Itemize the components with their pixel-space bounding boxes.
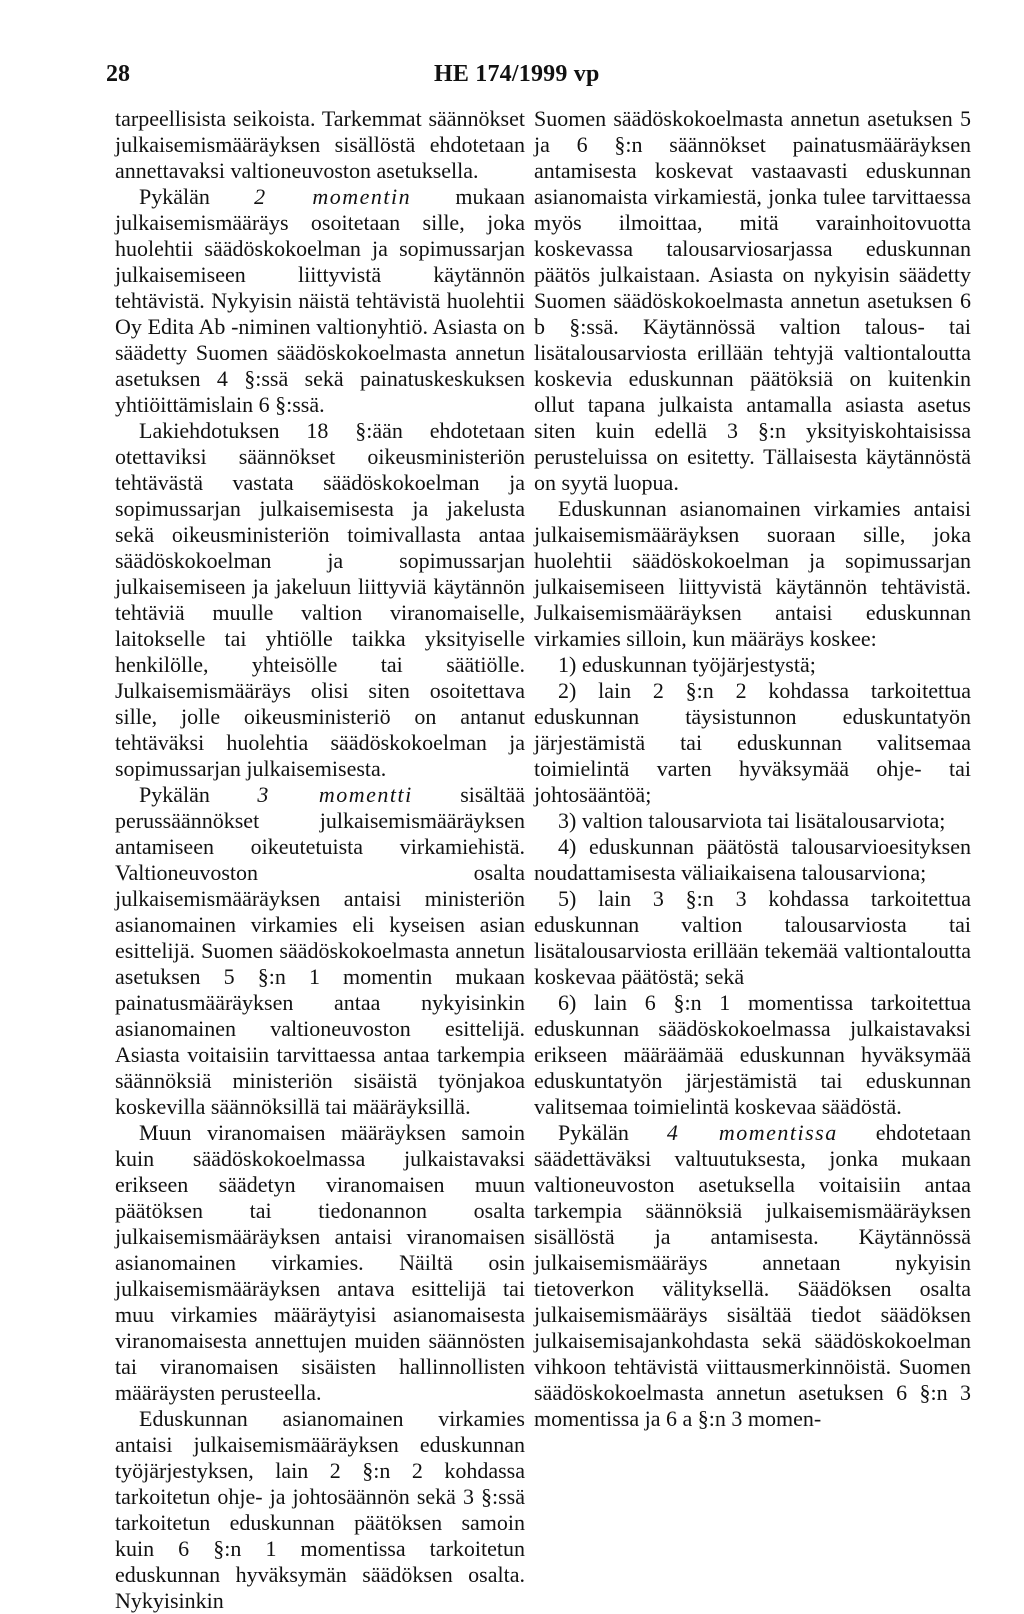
paragraph	[115, 184, 525, 418]
list-item: 5) lain 3 §:n 3 kohdassa tarkoitettua eduskunnan valtion talousarviosta tai lisätalousarviosta erillään tekemää valtiontaloutta koskevaa päätöstä; sekä	[534, 886, 971, 989]
paragraph-text: Pykälän	[139, 782, 258, 807]
paragraph-text: sisältää perussäännökset julkaisemismääräyksen antamiseen oikeutetuista virkamiehistä. Valtioneuvoston osalta julkaisemismääräyksen antaisi ministeriön asianomainen virkamies eli kyseisen asian esittelijä. Suomen säädöskokoelmasta annetun asetuksen 5 §:n 1 momentin mukaan painatusmääräyksen antaa nykyisinkin asianomainen valtioneuvoston esittelijä. Asiasta voitaisiin tarvittaessa antaa tarkempia säännöksiä ministeriön sisäistä työnjakoa koskevilla säännöksillä tai määräyksillä.	[115, 782, 525, 1119]
emphasis-text: 4 momentissa	[666, 1120, 838, 1145]
paragraph: Muun viranomaisen määräyksen samoin kuin säädöskokoelmassa julkaistavaksi erikseen säädetyn viranomaisen muun päätöksen tai tiedonannon osalta julkaisemismääräyksen antaisi viranomaisen asianomainen virkamies. Näiltä osin julkaisemismääräyksen antava esittelijä tai muu virkamies määräytyisi asianomaisesta viranomaisesta annettujen muiden säännösten tai viranomaisen sisäisten hallinnollisten määräysten perusteella.	[115, 1120, 525, 1405]
emphasis-text: 2 momentin	[254, 184, 412, 209]
paragraph: Suomen säädöskokoelmasta annetun asetuksen 5 ja 6 §:n säännökset painatusmääräyksen antamisesta koskevat vastaavasti eduskunnan asianomaista virkamiestä, jonka tulee tarvittaessa myös ilmoittaa, mitä varainhoitovuotta koskevassa talousarviosarjassa eduskunnan päätös julkaistaan. Asiasta on nykyisin säädetty Suomen säädöskokoelmasta annetun asetuksen 6 b §:ssä. Käytännössä valtion talous- tai lisätalousarviosta erillään tehtyjä valtiontaloutta koskevia eduskunnan päätöksiä on kuitenkin ollut tapana julkaista antamalla asiasta asetus siten kuin edellä 3 §:n yksityiskohtaisissa perusteluissa on esitetty. Tällaisesta käytännöstä on syytä luopua.	[534, 106, 971, 495]
paragraph	[115, 782, 525, 1120]
paragraph: Eduskunnan asianomainen virkamies antaisi julkaisemismääräyksen suoraan sille, joka huolehtii säädöskokoelman ja sopimussarjan julkaisemiseen liittyvistä käytännön tehtävistä. Julkaisemismääräyksen antaisi eduskunnan virkamies silloin, kun määräys koskee:	[534, 496, 971, 651]
paragraph-text: Pykälän	[558, 1120, 667, 1145]
paragraph	[534, 1120, 971, 1432]
paragraph-text: mukaan julkaisemismääräys osoitetaan sille, joka huolehtii säädöskokoelman ja sopimussarjan julkaisemiseen liittyvistä käytännön tehtävistä. Nykyisin näistä tehtävistä huolehtii Oy Edita Ab -niminen valtionyhtiö. Asiasta on säädetty Suomen säädöskokoelmasta annetun asetuksen 4 §:ssä sekä painatuskeskuksen yhtiöittämislain 6 §:ssä.	[115, 184, 525, 417]
page-number: 28	[106, 61, 130, 87]
paragraph: Lakiehdotuksen 18 §:ään ehdotetaan otettaviksi säännökset oikeusministeriön tehtävästä vastata säädöskokoelman ja sopimussarjan julkaisemisesta ja jakelusta sekä oikeusministeriön toimivallasta antaa säädöskokoelman ja sopimussarjan julkaisemiseen ja jakeluun liittyviä käytännön tehtäviä muulle valtion viranomaiselle, laitokselle tai yhtiölle taikka yksityiselle henkilölle, yhteisölle tai säätiölle. Julkaisemismääräys olisi siten osoitettava sille, jolle oikeusministeriö on antanut tehtäväksi huolehtia säädöskokoelman ja sopimussarjan julkaisemisesta.	[115, 418, 525, 781]
left-column	[115, 106, 525, 1614]
list-item: 3) valtion talousarviota tai lisätalousarviota;	[558, 808, 946, 833]
right-column	[534, 106, 971, 1432]
emphasis-text: 3 momentti	[257, 782, 413, 807]
list-item: 2) lain 2 §:n 2 kohdassa tarkoitettua eduskunnan täysistunnon eduskuntatyön järjestämistä tai eduskunnan valitsemaa toimielintä varten hyväksymää ohje- tai johtosääntöä;	[534, 678, 971, 807]
running-head: HE 174/1999 vp	[434, 61, 600, 87]
list-item: 6) lain 6 §:n 1 momentissa tarkoitettua eduskunnan säädöskokoelmassa julkaistavaksi erikseen määräämää eduskunnan hyväksymää eduskuntatyön järjestämistä tai eduskunnan valitsemaa toimielintä koskevaa säädöstä.	[534, 990, 971, 1119]
list-item: 1) eduskunnan työjärjestystä;	[558, 652, 816, 677]
paragraph: Eduskunnan asianomainen virkamies antaisi julkaisemismääräyksen eduskunnan työjärjestyksen, lain 2 §:n 2 kohdassa tarkoitetun ohje- ja johtosäännön sekä 3 §:ssä tarkoitetun eduskunnan päätöksen samoin kuin 6 §:n 1 momentissa tarkoitetun eduskunnan hyväksymän säädöksen osalta. Nykyisinkin	[115, 1406, 525, 1613]
paragraph-text: ehdotetaan säädettäväksi valtuutuksesta, jonka mukaan valtioneuvoston asetuksella voitaisiin antaa tarkempia säännöksiä julkaisemismääräyksen sisällöstä ja antamisesta. Käytännössä julkaisemismääräys annetaan nykyisin tietoverkon välityksellä. Säädöksen osalta julkaisemismääräys sisältää tiedot säädöksen julkaisemisajankohdasta sekä säädöskokoelman vihkoon tehtävistä viittausmerkinnöistä. Suomen säädöskokoelmasta annetun asetuksen 6 §:n 3 momentissa ja 6 a §:n 3 momen-	[534, 1120, 971, 1431]
paragraph-text: Pykälän	[139, 184, 255, 209]
paragraph: tarpeellisista seikoista. Tarkemmat säännökset julkaisemismääräyksen sisällöstä ehdotetaan annettavaksi valtioneuvoston asetuksella.	[115, 106, 525, 183]
list-item: 4) eduskunnan päätöstä talousarvioesityksen noudattamisesta väliaikaisena talousarviona;	[534, 834, 971, 885]
